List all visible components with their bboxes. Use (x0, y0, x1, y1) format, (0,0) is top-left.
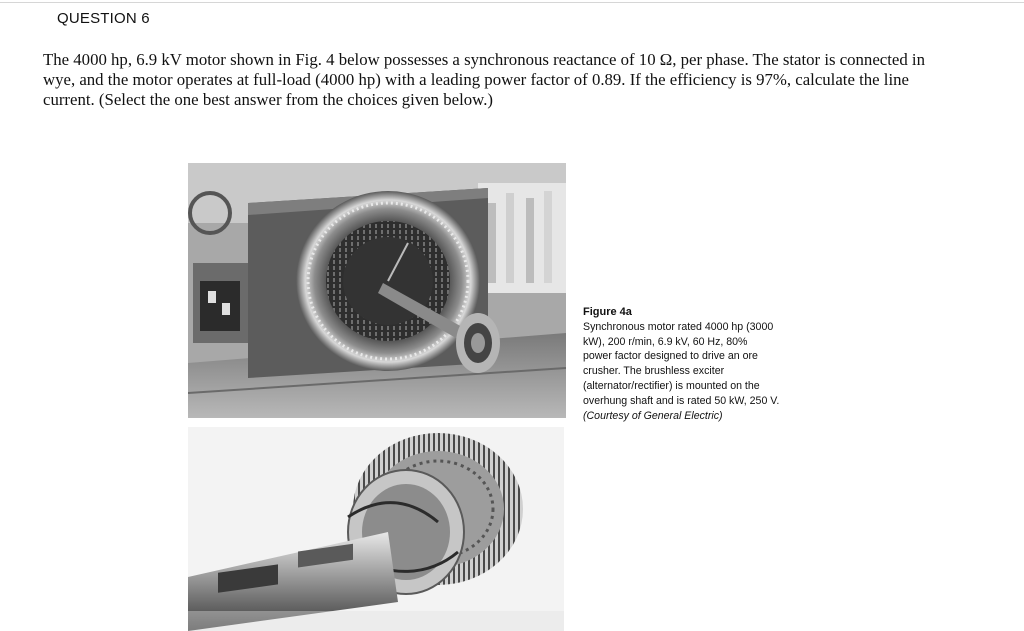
caption-line-3: power factor designed to drive an ore (583, 350, 758, 363)
question-text (43, 50, 968, 110)
caption-line-5: (alternator/rectifier) is mounted on the (583, 379, 760, 392)
caption-line-6: overhung shaft and is rated 50 kW, 250 V. (583, 394, 780, 407)
top-divider (0, 2, 1024, 3)
figure-caption (583, 305, 808, 423)
figure-title: Figure 4a (583, 306, 632, 318)
caption-line-2: kW), 200 r/min, 6.9 kV, 60 Hz, 80% (583, 335, 748, 348)
caption-line-1: Synchronous motor rated 4000 hp (3000 (583, 320, 774, 333)
question-line-2: wye, and the motor operates at full-load (4000 hp) with a leading power factor of 0.89. If the efficiency is 97%, calculate the line (43, 70, 909, 89)
figure-credit: (Courtesy of General Electric) (583, 409, 723, 422)
question-header: QUESTION 6 (57, 10, 150, 27)
caption-line-4: crusher. The brushless exciter (583, 365, 725, 378)
motor-stator-photo (188, 163, 566, 418)
question-line-3: current. (Select the one best answer from the choices given below.) (43, 90, 493, 109)
rotor-exciter-photo (188, 427, 564, 631)
question-line-1: The 4000 hp, 6.9 kV motor shown in Fig. 4 below possesses a synchronous reactance of 10 Ω, per phase. The stator is connected in (43, 50, 925, 69)
